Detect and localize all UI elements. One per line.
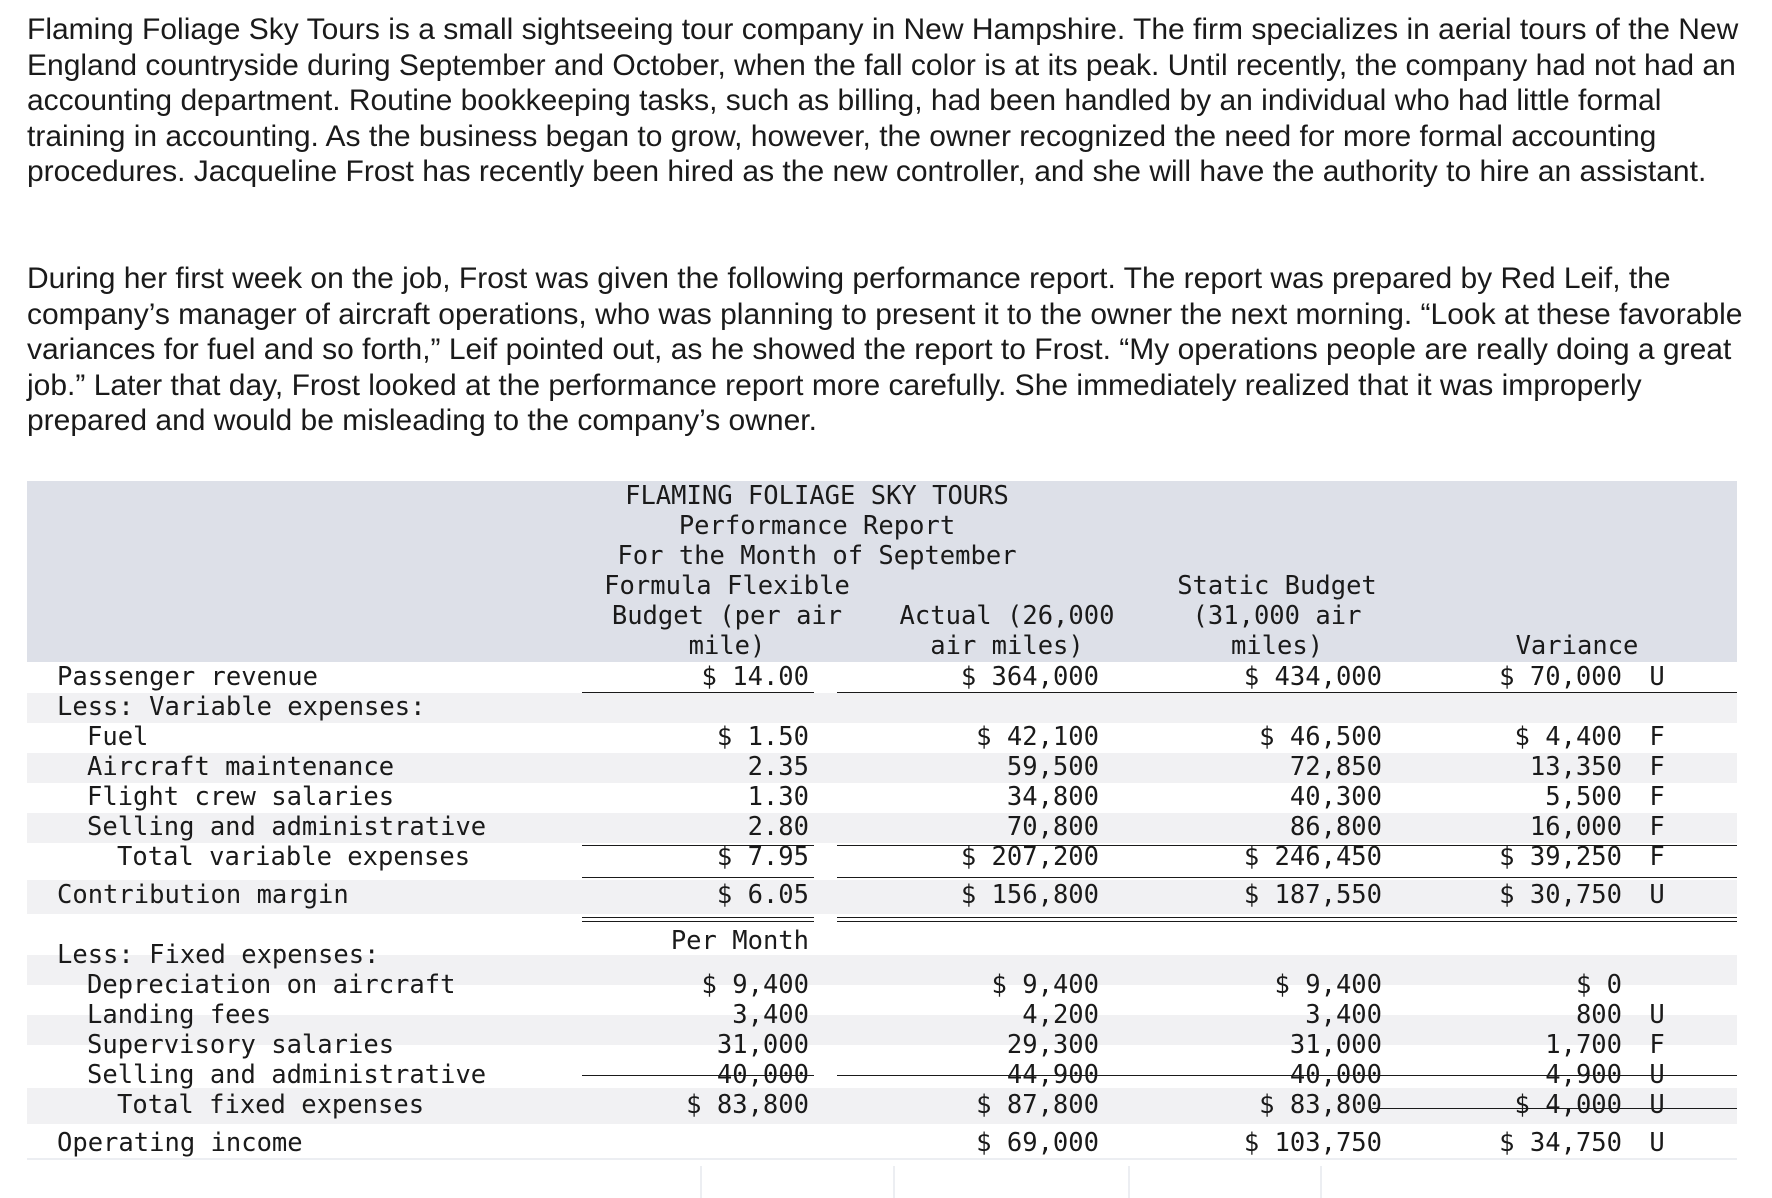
actual-cell: 34,800 bbox=[1006, 782, 1099, 812]
double-rule bbox=[582, 917, 814, 922]
variance-cell: $ 70,000 bbox=[1499, 662, 1622, 692]
divider bbox=[893, 1166, 895, 1198]
variance-cell: $ 30,750 bbox=[1499, 880, 1622, 910]
actual-cell: 44,900 bbox=[1006, 1060, 1099, 1090]
row-label: Passenger revenue bbox=[57, 662, 318, 692]
row-label: Aircraft maintenance bbox=[87, 752, 395, 782]
variance-cell: $ 34,750 bbox=[1499, 1128, 1622, 1158]
variance-direction-cell: F bbox=[1649, 722, 1665, 752]
flexible-budget-cell: 40,000 bbox=[716, 1060, 809, 1090]
variance-cell: 5,500 bbox=[1545, 782, 1622, 812]
row-label: Fuel bbox=[87, 722, 149, 752]
flexible-budget-cell: 2.80 bbox=[747, 812, 809, 842]
rule bbox=[1102, 845, 1402, 846]
flexible-budget-cell: $ 6.05 bbox=[716, 880, 809, 910]
variance-direction-cell: U bbox=[1649, 1090, 1665, 1120]
row-label: Contribution margin bbox=[57, 880, 349, 910]
variance-cell: 1,700 bbox=[1545, 1030, 1622, 1060]
performance-report-table bbox=[27, 481, 1737, 1158]
col-header-static: Static Budget bbox=[1177, 571, 1377, 601]
col-header-flexible: Formula Flexible bbox=[604, 571, 850, 601]
row-label: Selling and administrative bbox=[87, 1060, 487, 1090]
row-label: Selling and administrative bbox=[87, 812, 487, 842]
static-budget-cell: $ 103,750 bbox=[1243, 1128, 1382, 1158]
actual-cell: $ 87,800 bbox=[976, 1090, 1099, 1120]
static-budget-cell: 40,300 bbox=[1289, 782, 1382, 812]
static-budget-cell: $ 187,550 bbox=[1243, 880, 1382, 910]
divider bbox=[1320, 1166, 1322, 1198]
flexible-budget-cell: 31,000 bbox=[716, 1030, 809, 1060]
rule bbox=[1102, 1075, 1402, 1076]
actual-cell: $ 364,000 bbox=[960, 662, 1099, 692]
rule bbox=[837, 1075, 1133, 1076]
rule bbox=[1372, 1075, 1737, 1076]
row-label: Depreciation on aircraft bbox=[87, 970, 456, 1000]
rule bbox=[582, 692, 814, 693]
variance-direction-cell: U bbox=[1649, 1128, 1665, 1158]
flexible-budget-cell: $ 9,400 bbox=[701, 970, 809, 1000]
row-label: Less: Fixed expenses: bbox=[57, 940, 380, 970]
actual-cell: 59,500 bbox=[1006, 752, 1099, 782]
actual-cell: $ 42,100 bbox=[976, 722, 1099, 752]
flexible-budget-cell: $ 14.00 bbox=[701, 662, 809, 692]
rule bbox=[1372, 692, 1737, 693]
static-budget-cell: $ 46,500 bbox=[1259, 722, 1382, 752]
rule bbox=[1102, 692, 1402, 693]
rule bbox=[1372, 877, 1737, 878]
rule bbox=[837, 877, 1133, 878]
actual-cell: $ 69,000 bbox=[976, 1128, 1099, 1158]
row-label: Landing fees bbox=[87, 1000, 272, 1030]
variance-direction-cell: F bbox=[1649, 752, 1665, 782]
actual-cell: 29,300 bbox=[1006, 1030, 1099, 1060]
divider bbox=[27, 1158, 1737, 1160]
variance-direction-cell: F bbox=[1649, 842, 1665, 872]
row-label: Less: Variable expenses: bbox=[57, 692, 426, 722]
flexible-budget-cell: 1.30 bbox=[747, 782, 809, 812]
rule bbox=[1102, 877, 1402, 878]
actual-cell: 4,200 bbox=[1022, 1000, 1099, 1030]
rule bbox=[837, 692, 1133, 693]
static-budget-cell: 3,400 bbox=[1305, 1000, 1382, 1030]
static-budget-cell: 86,800 bbox=[1289, 812, 1382, 842]
variance-direction-cell: F bbox=[1649, 812, 1665, 842]
actual-cell: $ 9,400 bbox=[991, 970, 1099, 1000]
static-budget-cell: $ 9,400 bbox=[1274, 970, 1382, 1000]
variance-direction-cell: U bbox=[1649, 1060, 1665, 1090]
double-rule bbox=[1372, 917, 1737, 922]
col-header-actual: Actual (26,000 bbox=[899, 601, 1115, 631]
static-budget-cell: $ 83,800 bbox=[1259, 1090, 1382, 1120]
flexible-budget-cell: $ 83,800 bbox=[686, 1090, 809, 1120]
static-budget-cell: $ 246,450 bbox=[1243, 842, 1382, 872]
static-budget-cell: $ 434,000 bbox=[1243, 662, 1382, 692]
static-budget-cell: 31,000 bbox=[1289, 1030, 1382, 1060]
variance-cell: $ 4,000 bbox=[1514, 1090, 1622, 1120]
variance-direction-cell: U bbox=[1649, 662, 1665, 692]
report-title: FLAMING FOLIAGE SKY TOURS bbox=[625, 481, 1009, 511]
variance-cell: $ 0 bbox=[1575, 970, 1622, 1000]
divider bbox=[700, 1166, 702, 1198]
rule bbox=[582, 845, 814, 846]
flexible-budget-cell: 3,400 bbox=[732, 1000, 809, 1030]
variance-direction-cell: F bbox=[1649, 782, 1665, 812]
actual-cell: $ 156,800 bbox=[960, 880, 1099, 910]
row-label: Total fixed expenses bbox=[117, 1090, 425, 1120]
double-rule bbox=[837, 917, 1133, 922]
rule bbox=[837, 845, 1133, 846]
report-period: For the Month of September bbox=[617, 541, 1017, 571]
flexible-budget-cell: 2.35 bbox=[747, 752, 809, 782]
col-header-static: (31,000 air bbox=[1192, 601, 1362, 631]
row-label: Supervisory salaries bbox=[87, 1030, 395, 1060]
flexible-budget-cell: $ 7.95 bbox=[716, 842, 809, 872]
per-month-label: Per Month bbox=[670, 926, 809, 956]
variance-direction-cell: U bbox=[1649, 1000, 1665, 1030]
col-header-flexible: Budget (per air bbox=[611, 601, 843, 631]
intro-paragraph-1: Flaming Foliage Sky Tours is a small sightseeing tour company in New Hampshire. The firm specializes in aerial tours of the New England countryside during September and October, when the fall color is at its peak. Until recently, the company had not had an accounting department. Routine bookkeeping tasks, such as billing, had been handled by an individual who had little formal training in accounting. As the business began to grow, however, the owner recognized the need for more formal accounting procedures. Jacqueline Frost has recently been hired as the new controller, and she will have the authority to hire an assistant. bbox=[27, 13, 1739, 188]
col-header-actual: air miles) bbox=[930, 631, 1084, 661]
rule bbox=[1372, 1108, 1737, 1109]
rule bbox=[582, 877, 814, 878]
double-rule bbox=[1102, 917, 1402, 922]
variance-cell: $ 4,400 bbox=[1514, 722, 1622, 752]
intro-paragraph-2: During her first week on the job, Frost was given the following performance report. The report was prepared by Red Leif, the company’s manager of aircraft operations, who was planning to present it to the owner the next morning. “Look at these favorable variances for fuel and so forth,” Leif pointed out, as he showed the report to Frost. “My operations people are really doing a great job.” Later that day, Frost looked at the performance report more carefully. She immediately realized that it was improperly prepared and would be misleading to the company’s owner. bbox=[27, 262, 1743, 437]
col-header-static: miles) bbox=[1230, 631, 1324, 661]
variance-cell: 800 bbox=[1575, 1000, 1622, 1030]
static-budget-cell: 72,850 bbox=[1289, 752, 1382, 782]
col-header-variance: Variance bbox=[1515, 631, 1639, 661]
variance-direction-cell: U bbox=[1649, 880, 1665, 910]
col-header-flexible: mile) bbox=[688, 631, 766, 661]
variance-cell: $ 39,250 bbox=[1499, 842, 1622, 872]
static-budget-cell: 40,000 bbox=[1289, 1060, 1382, 1090]
row-label: Operating income bbox=[57, 1128, 303, 1158]
variance-direction-cell: F bbox=[1649, 1030, 1665, 1060]
actual-cell: 70,800 bbox=[1006, 812, 1099, 842]
variance-cell: 4,900 bbox=[1545, 1060, 1622, 1090]
variance-cell: 13,350 bbox=[1529, 752, 1622, 782]
divider bbox=[1128, 1166, 1130, 1198]
row-label: Flight crew salaries bbox=[87, 782, 395, 812]
rule bbox=[582, 1075, 814, 1076]
report-subtitle: Performance Report bbox=[678, 511, 956, 541]
variance-cell: 16,000 bbox=[1529, 812, 1622, 842]
actual-cell: $ 207,200 bbox=[960, 842, 1099, 872]
row-label: Total variable expenses bbox=[117, 842, 471, 872]
rule bbox=[1372, 845, 1737, 846]
flexible-budget-cell: $ 1.50 bbox=[716, 722, 809, 752]
